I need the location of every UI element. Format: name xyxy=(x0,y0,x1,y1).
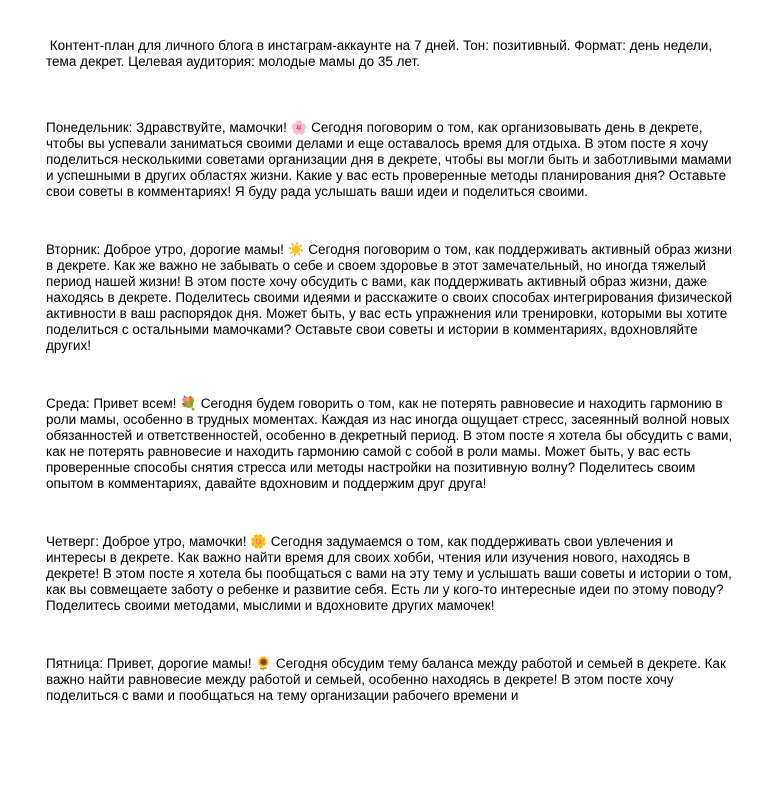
paragraph-friday: Пятница: Привет, дорогие мамы! 🌻 Сегодня обсудим тему баланса между работой и семьей в декрете. Как важно найти равновесие между работой и семьей, особенно находясь в декрете! В этом посте хочу поделиться с вами и пообщаться на тему организации рабочего времени и xyxy=(46,656,730,703)
content-plan-header: Контент-план для личного блога в инстаграм-аккаунте на 7 дней. Тон: позитивный. Формат: день недели, тема декрет. Целевая аудитория: молодые мамы до 35 лет. xyxy=(46,38,716,69)
paragraph-wednesday: Среда: Привет всем! 💐 Сегодня будем говорить о том, как не потерять равновесие и находить гармонию в роли мамы, особенно в трудных моментах. Каждая из нас иногда ощущает стресс, засеянный волной новых обязанностей и ответственностей, особенно в декретный период. В этом посте я хотела бы обсудить с вами, как не потерять равновесие и находить гармонию самой с собой в роли мамы. Может быть, у вас есть проверенные способы снятия стресса или методы настройки на позитивную волну? Поделитесь своим опытом в комментариях, давайте вдохновим и поддержим друг друга! xyxy=(46,396,736,491)
paragraph-thursday: Четверг: Доброе утро, мамочки! 🌼 Сегодня задумаемся о том, как поддерживать свои увлечения и интересы в декрете. Как важно найти время для своих хобби, чтения или изучения нового, находясь в декрете! В этом посте я хотела бы пообщаться с вами на эту тему и услышать ваши советы и истории о том, как вы совмещаете заботу о ребенке и развитие себя. Есть ли у кого-то интересные идеи по этому поводу? Поделитесь своими методами, мыслими и вдохновите других мамочек! xyxy=(46,534,736,613)
paragraph-monday: Понедельник: Здравствуйте, мамочки! 🌸 Сегодня поговорим о том, как организовывать день в декрете, чтобы вы успевали заниматься своими делами и еще оставалось время для отдыха. В этом посте я хочу поделиться несколькими советами организации дня в декрете, чтобы вы могли быть и заботливыми мамами и успешными в других областях жизни. Какие у вас есть проверенные методы планирования дня? Оставьте свои советы в комментариях! Я буду рада услышать ваши идеи и поделиться своими. xyxy=(46,120,736,199)
paragraph-tuesday: Вторник: Доброе утро, дорогие мамы! ☀️ Сегодня поговорим о том, как поддерживать активный образ жизни в декрете. Как же важно не забывать о себе и своем здоровье в этот замечательный, но иногда тяжелый период нашей жизни! В этом посте хочу обсудить с вами, как поддерживать активный образ жизни, даже находясь в декрете. Поделитесь своими идеями и расскажите о своих способах интегрирования физической активности в ваш распорядок дня. Может быть, у вас есть упражнения или тренировки, которыми вы хотите поделиться с остальными мамочками? Оставьте свои советы и истории в комментариях, вдохновляйте других! xyxy=(46,242,736,353)
